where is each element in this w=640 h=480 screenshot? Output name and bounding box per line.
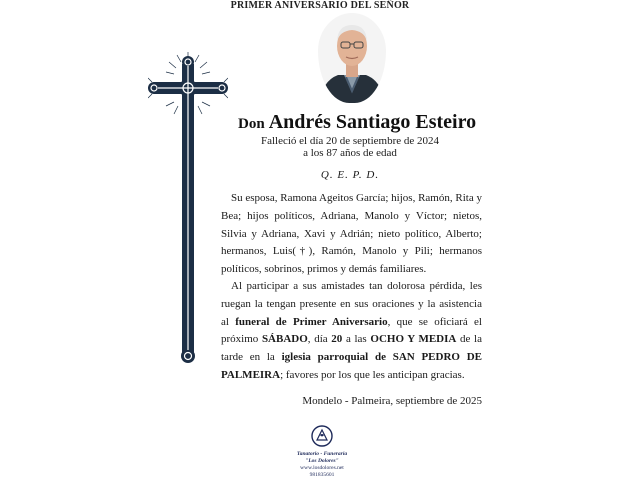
- funeral-home-logo-icon: [311, 425, 333, 447]
- age-at-death: a los 87 años de edad: [303, 147, 397, 159]
- funeral-home-phone: 981835601: [309, 472, 335, 478]
- death-date: Falleció el día 20 de septiembre de 2024: [260, 135, 440, 147]
- funeral-type: funeral de Primer Aniversario: [235, 315, 388, 328]
- family-paragraph: Su esposa, Ramona Ageitos García; hijos, Ramón, Rita y Bea; hijos políticos, Adriana, Manolo y Víctor; nietos, Silvia y Adriana, Xavi y Adrián; nieto político, Alberto; hermanos, Luis(†), Ramón, Manolo y Pili; hermanos políticos, sobrinos, primos y demás familiares.: [221, 192, 482, 276]
- death-info: [230, 135, 470, 159]
- deceased-name: [238, 111, 477, 134]
- full-name: Andrés Santiago Esteiro: [268, 111, 477, 133]
- funeral-paragraph: Al participar a sus amistades tan dolorosa pérdida, les ruegan la tengan presente en sus oraciones y la asistencia al funeral de Primer Aniversario, que se oficiará el próximo SÁBADO, día 20 a las OCHO Y MEDIA de la tarde en la iglesia parroquial de SAN PEDRO DE PALMEIRA; favores por los que les anticipan gracias.: [221, 280, 482, 381]
- qepd: Q. E. P. D.: [320, 169, 380, 181]
- funeral-time: OCHO Y MEDIA: [370, 333, 457, 346]
- deceased-photo: [318, 13, 386, 103]
- notice-title: PRIMER ANIVERSARIO DEL SEÑOR: [230, 0, 410, 11]
- funeral-day: SÁBADO: [261, 333, 308, 346]
- honorific: Don: [238, 116, 265, 132]
- funeral-home-footer: [260, 451, 384, 479]
- funeral-home-website[interactable]: www.losdolores.net: [300, 465, 344, 471]
- funeral-home-name: "Los Dolores": [305, 458, 339, 464]
- place-date: Mondelo - Palmeira, septiembre de 2025: [302, 395, 482, 407]
- cross-icon: [148, 52, 228, 366]
- funeral-location: iglesia parroquial de SAN PEDRO DE PALMEIRA: [221, 351, 482, 381]
- funeral-home-type: Tanatorio - Funeraria: [296, 451, 348, 457]
- funeral-date: 20: [331, 333, 343, 346]
